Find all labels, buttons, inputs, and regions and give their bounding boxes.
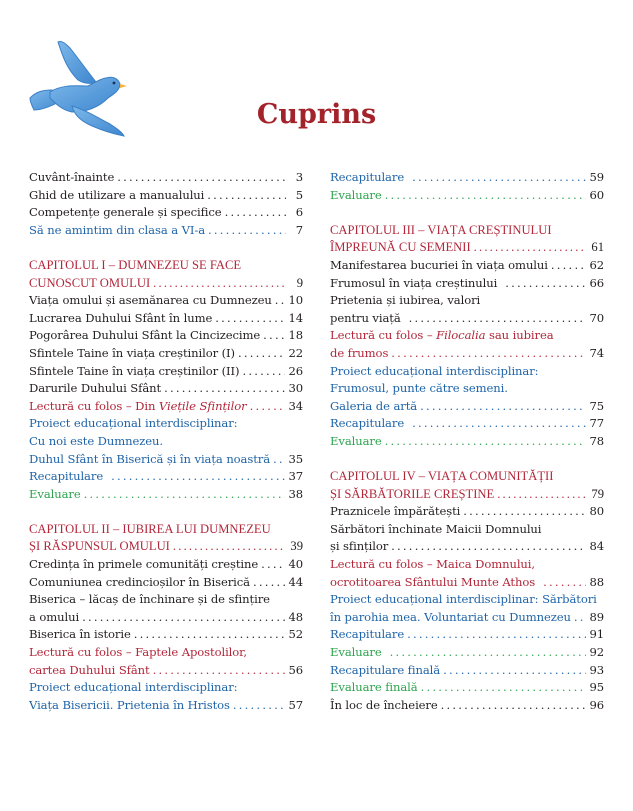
- dot-leader: [225, 204, 286, 222]
- dot-leader: [543, 574, 586, 592]
- chapter-2-heading[interactable]: CAPITOLUL II – IUBIREA LUI DUMNEZEU ȘI RĂSPUNSUL OMULUI ..... 39: [29, 521, 303, 556]
- dot-leader: [117, 169, 286, 187]
- dot-leader: [391, 538, 586, 556]
- toc-entry-lectura[interactable]: Lectură cu folos – Faptele Apostolilor, cartea Duhului Sfânt ..... 56: [29, 644, 303, 679]
- dot-leader: [409, 310, 587, 328]
- dot-leader: [242, 363, 285, 381]
- dot-leader: [391, 345, 586, 363]
- toc-entry-incheiere[interactable]: În loc de încheiere ..... 96: [330, 697, 604, 715]
- toc-entry[interactable]: Pogorârea Duhului Sfânt la Cincizecime ..... 18: [29, 327, 303, 345]
- toc-entry-recapitulare[interactable]: Recapitulare ..... 37: [29, 468, 303, 486]
- toc-entry[interactable]: Ghid de utilizare a manualului ..... 5: [29, 187, 303, 205]
- dot-leader: [261, 556, 285, 574]
- toc-entry-recap-previous-year[interactable]: Să ne amintim din clasa a VI-a ..... 7: [29, 222, 303, 240]
- dot-leader: [82, 609, 285, 627]
- page-title: Cuprins: [256, 99, 377, 130]
- dot-leader: [421, 679, 587, 697]
- dot-leader: [238, 345, 285, 363]
- dot-leader: [208, 222, 286, 240]
- toc-entry-proiect[interactable]: Proiect educațional interdisciplinar: Viața Bisericii. Prietenia în Hristos ..... 57: [29, 679, 303, 714]
- dot-leader: [385, 433, 587, 451]
- toc-entry-recapitulare[interactable]: Recapitulare ..... 59: [330, 169, 604, 187]
- toc-entry[interactable]: Sfintele Taine în viața creștinilor (II) ..... 26: [29, 363, 303, 381]
- toc-right-column: [330, 169, 604, 714]
- dot-leader: [153, 662, 286, 680]
- toc-entry[interactable]: Darurile Duhului Sfânt ..... 30: [29, 380, 303, 398]
- dot-leader: [474, 239, 587, 257]
- dot-leader: [407, 626, 586, 644]
- dot-leader: [551, 257, 587, 275]
- chapter-1-heading[interactable]: CAPITOLUL I – DUMNEZEU SE FACE CUNOSCUT OMULUI ..... 9: [29, 257, 303, 292]
- toc-entry-recapitulare-finala[interactable]: Recapitulare finală ..... 93: [330, 662, 604, 680]
- toc-entry[interactable]: Prietenia și iubirea, valori pentru viață ..... 70: [330, 292, 604, 327]
- toc-entry-evaluare-finala[interactable]: Evaluare finală ..... 95: [330, 679, 604, 697]
- toc-entry[interactable]: Sfintele Taine în viața creștinilor (I) ..... 22: [29, 345, 303, 363]
- toc-entry-proiect[interactable]: Proiect educațional interdisciplinar: Sărbători în parohia mea. Voluntariat cu Dumnezeu ..... 89: [330, 591, 604, 626]
- toc-entry-recapitulare[interactable]: Recapitulare ..... 91: [330, 626, 604, 644]
- dot-leader: [173, 538, 286, 556]
- toc-entry[interactable]: Biserica în istorie ..... 52: [29, 626, 303, 644]
- toc-entry[interactable]: Manifestarea bucuriei în viața omului ..... 62: [330, 257, 604, 275]
- dot-leader: [134, 626, 286, 644]
- toc-entry-recapitulare[interactable]: Recapitulare ..... 77: [330, 415, 604, 433]
- toc-entry[interactable]: Credința în primele comunități creștine ..... 40: [29, 556, 303, 574]
- toc-entry[interactable]: Lucrarea Duhului Sfânt în lume ..... 14: [29, 310, 303, 328]
- dot-leader: [441, 697, 587, 715]
- dot-leader: [164, 380, 285, 398]
- toc-entry[interactable]: Sărbători închinate Maicii Domnului și sfinților ..... 84: [330, 521, 604, 556]
- dot-leader: [84, 486, 286, 504]
- dot-leader: [253, 574, 285, 592]
- toc-entry-proiect[interactable]: Proiect educațional interdisciplinar: Frumosul, punte către semeni. Galeria de artă ..... 75: [330, 363, 604, 416]
- toc-entry[interactable]: Competențe generale și specifice ..... 6: [29, 204, 303, 222]
- dot-leader: [497, 486, 587, 504]
- toc-entry[interactable]: Viața omului și asemănarea cu Dumnezeu ..... 10: [29, 292, 303, 310]
- toc-entry[interactable]: Frumosul în viața creștinului ..... 66: [330, 275, 604, 293]
- dot-leader: [233, 697, 286, 715]
- toc-entry[interactable]: Cuvânt-înainte ..... 3: [29, 169, 303, 187]
- dot-leader: [111, 468, 285, 486]
- toc-entry[interactable]: Comuniunea credincioșilor în Biserică ..... 44: [29, 574, 303, 592]
- dot-leader: [250, 398, 286, 416]
- dot-leader: [207, 187, 286, 205]
- dot-leader: [420, 398, 586, 416]
- chapter-3-heading[interactable]: CAPITOLUL III – VIAȚA CREȘTINULUI ÎMPREUNĂ CU SEMENII ..... 61: [330, 222, 604, 257]
- dot-leader: [273, 451, 285, 469]
- dot-leader: [263, 327, 285, 345]
- toc-entry-evaluare[interactable]: Evaluare ..... 60: [330, 187, 604, 205]
- toc-entry-proiect[interactable]: Proiect educațional interdisciplinar: Cu noi este Dumnezeu. Duhul Sfânt în Biserică și în viața noastră ..... 35: [29, 415, 303, 468]
- dot-leader: [215, 310, 285, 328]
- toc-left-column: [29, 169, 303, 714]
- dot-leader: [463, 503, 586, 521]
- toc-entry[interactable]: Biserica – lăcaș de închinare și de sfințire a omului ..... 48: [29, 591, 303, 626]
- dot-leader: [390, 644, 587, 662]
- toc-entry-lectura[interactable]: Lectură cu folos – Filocalia sau iubirea de frumos ..... 74: [330, 327, 604, 362]
- dot-leader: [574, 609, 587, 627]
- toc-entry[interactable]: Praznicele împărătești ..... 80: [330, 503, 604, 521]
- dot-leader: [412, 415, 586, 433]
- dot-leader: [275, 292, 286, 310]
- dot-leader: [412, 169, 586, 187]
- dot-leader: [153, 275, 286, 293]
- toc-entry-evaluare[interactable]: Evaluare ..... 78: [330, 433, 604, 451]
- toc-entry-lectura[interactable]: Lectură cu folos – Maica Domnului, ocrotitoarea Sfântului Munte Athos ..... 88: [330, 556, 604, 591]
- toc-entry-evaluare[interactable]: Evaluare ..... 38: [29, 486, 303, 504]
- dot-leader: [443, 662, 586, 680]
- dot-leader: [385, 187, 587, 205]
- toc-entry-lectura[interactable]: Lectură cu folos – Din Viețile Sfinților ..... 34: [29, 398, 303, 416]
- chapter-4-heading[interactable]: CAPITOLUL IV – VIAȚA COMUNITĂȚII ȘI SĂRBĂTORILE CREȘTINE ..... 79: [330, 468, 604, 503]
- toc-entry-evaluare[interactable]: Evaluare ..... 92: [330, 644, 604, 662]
- dot-leader: [505, 275, 586, 293]
